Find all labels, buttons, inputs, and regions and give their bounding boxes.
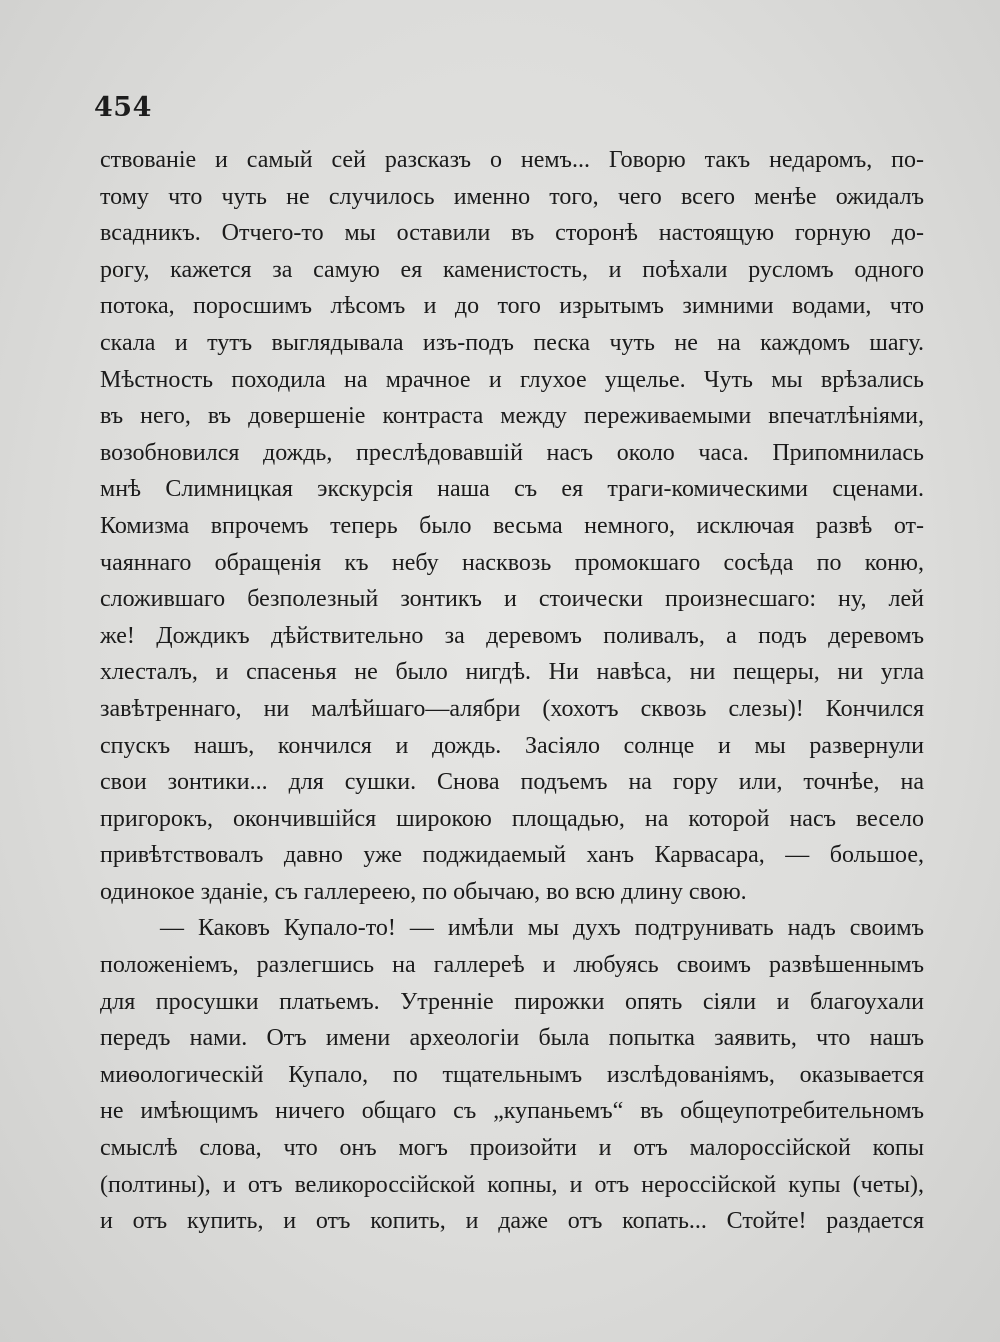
text-line: возобновился дождь, преслѣдовавшій насъ около часа. Припомнилась xyxy=(100,439,924,466)
paragraph-end-line: одинокое зданіе, съ галлереею, по обычаю, во всю длину свою. xyxy=(100,878,747,905)
text-line: и отъ купить, и отъ копить, и даже отъ копать... Стойте! раздается xyxy=(100,1208,924,1235)
text-line: миѳологическій Купало, по тщательнымъ изслѣдованіямъ, оказывается xyxy=(100,1061,924,1088)
text-line: потока, поросшимъ лѣсомъ и до того изрытымъ зимними водами, что xyxy=(100,293,924,320)
body-text xyxy=(100,142,924,1240)
text-line: положеніемъ, разлегшись на галлереѣ и любуясь своимъ развѣшеннымъ xyxy=(100,952,924,979)
text-line: всадникъ. Отчего-то мы оставили въ сторонѣ настоящую горную до- xyxy=(100,220,924,247)
text-line: спускъ нашъ, кончился и дождь. Засіяло солнце и мы развернули xyxy=(100,732,924,759)
text-line: не имѣющимъ ничего общаго съ „купаньемъ“ въ общеупотребительномъ xyxy=(100,1098,924,1125)
text-line: пригорокъ, окончившійся широкою площадью, на которой насъ весело xyxy=(100,805,924,832)
text-line: рогу, кажется за самую ея каменистость, и поѣхали русломъ одного xyxy=(100,256,924,283)
text-line: смыслѣ слова, что онъ могъ произойти и отъ малороссійской копы xyxy=(100,1135,924,1162)
text-line: скала и тутъ выглядывала изъ-подъ песка чуть не на каждомъ шагу. xyxy=(100,329,924,356)
text-line: передъ нами. Отъ имени археологіи была попытка заявить, что нашъ xyxy=(100,1025,924,1052)
page-number: 454 xyxy=(94,92,152,123)
text-line: Комизма впрочемъ теперь было весьма немного, исключая развѣ от- xyxy=(100,512,924,539)
text-line: мнѣ Слимницкая экскурсія наша съ ея траги-комическими сценами. xyxy=(100,476,924,503)
text-line: чаяннаго обращенія къ небу насквозь промокшаго сосѣда по коню, xyxy=(100,549,924,576)
text-line: тому что чуть не случилось именно того, чего всего менѣе ожидалъ xyxy=(100,183,924,210)
text-line: привѣтствовалъ давно уже поджидаемый ханъ Карвасара, — большое, xyxy=(100,842,924,869)
text-line: завѣтреннаго, ни малѣйшаго—алябри (хохотъ сквозь слезы)! Кончился xyxy=(100,695,924,722)
text-line: Мѣстность походила на мрачное и глухое ущелье. Чуть мы врѣзались xyxy=(100,366,924,393)
text-line: свои зонтики... для сушки. Снова подъемъ на гору или, точнѣе, на xyxy=(100,769,924,796)
text-line: (полтины), и отъ великороссійской копны, и отъ нероссійской купы (четы), xyxy=(100,1171,924,1198)
text-line: въ него, въ довершеніе контраста между переживаемыми впечатлѣніями, xyxy=(100,403,924,430)
text-line: для просушки платьемъ. Утренніе пирожки опять сіяли и благоухали xyxy=(100,988,924,1015)
text-line: хлесталъ, и спасенья не было нигдѣ. Ни навѣса, ни пещеры, ни угла xyxy=(100,659,924,686)
text-line: сложившаго безполезный зонтикъ и стоически произнесшаго: ну, лей xyxy=(100,586,924,613)
text-line: же! Дождикъ дѣйствительно за деревомъ поливалъ, а подъ деревомъ xyxy=(100,622,924,649)
paragraph-start-line: — Каковъ Купало-то! — имѣли мы духъ подтрунивать надъ своимъ xyxy=(160,915,924,942)
text-line: ствованіе и самый сей разсказъ о немъ... Говорю такъ недаромъ, по- xyxy=(100,147,924,173)
